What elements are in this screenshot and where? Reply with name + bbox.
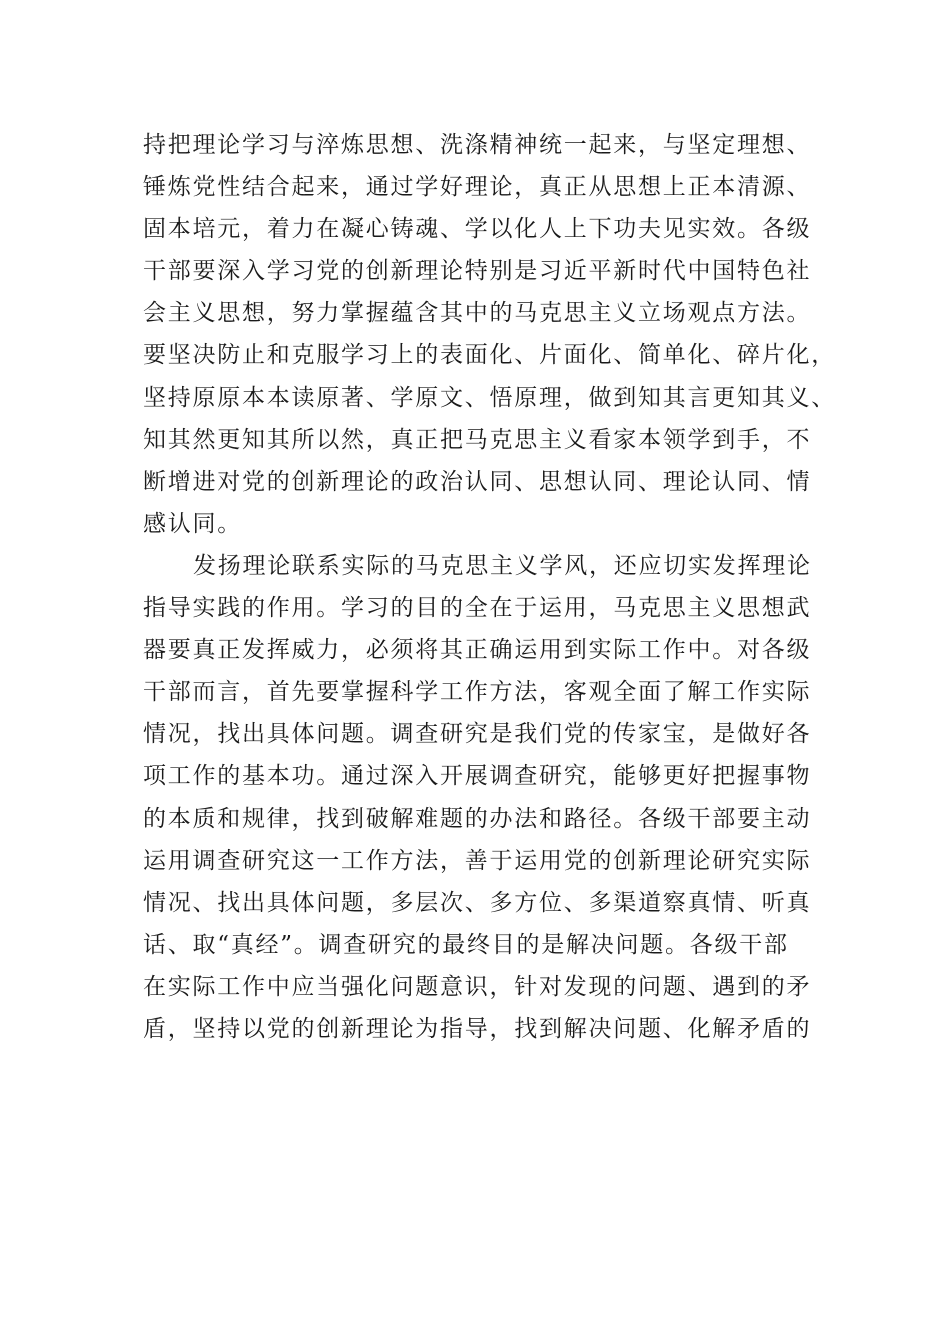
text-line: 运用调查研究这一工作方法，善于运用党的创新理论研究实际 bbox=[143, 847, 812, 874]
text-line: 干部而言，首先要掌握科学工作方法，客观全面了解工作实际 bbox=[143, 679, 812, 706]
text-line: 盾，坚持以党的创新理论为指导，找到解决问题、化解矛盾的 bbox=[143, 1015, 812, 1042]
text-line: 指导实践的作用。学习的目的全在于运用，马克思主义思想武 bbox=[143, 595, 812, 622]
text-line: 知其然更知其所以然，真正把马克思主义看家本领学到手，不 bbox=[143, 426, 812, 453]
text-line: 要坚决防止和克服学习上的表面化、片面化、简单化、碎片化， bbox=[143, 342, 836, 369]
text-line: 断增进对党的创新理论的政治认同、思想认同、理论认同、情 bbox=[143, 468, 812, 495]
paragraph-1 bbox=[143, 124, 843, 545]
text-line: 器要真正发挥威力，必须将其正确运用到实际工作中。对各级 bbox=[143, 637, 812, 664]
text-line: 坚持原原本本读原著、学原文、悟原理，做到知其言更知其义、 bbox=[143, 384, 836, 411]
text-line: 感认同。 bbox=[143, 510, 242, 537]
paragraph-2 bbox=[143, 545, 843, 1050]
text-line: 发扬理论联系实际的马克思主义学风，还应切实发挥理论 bbox=[193, 552, 812, 579]
text-line: 固本培元，着力在凝心铸魂、学以化人上下功夫见实效。各级 bbox=[143, 216, 812, 243]
text-line: 在实际工作中应当强化问题意识，针对发现的问题、遇到的矛 bbox=[143, 973, 812, 1000]
text-line: 情况，找出具体问题。调查研究是我们党的传家宝，是做好各 bbox=[143, 721, 812, 748]
body-text bbox=[143, 124, 843, 1050]
text-line: 情况、找出具体问题，多层次、多方位、多渠道察真情、听真 bbox=[143, 889, 812, 916]
text-line: 干部要深入学习党的创新理论特别是习近平新时代中国特色社 bbox=[143, 258, 812, 285]
text-line: 锤炼党性结合起来，通过学好理论，真正从思想上正本清源、 bbox=[143, 174, 812, 201]
text-line: 话、取“真经”。调查研究的最终目的是解决问题。各级干部 bbox=[143, 931, 789, 958]
text-line: 的本质和规律，找到破解难题的办法和路径。各级干部要主动 bbox=[143, 805, 812, 832]
text-line: 持把理论学习与淬炼思想、洗涤精神统一起来，与坚定理想、 bbox=[143, 132, 812, 158]
text-line: 项工作的基本功。通过深入开展调查研究，能够更好把握事物 bbox=[143, 763, 812, 790]
text-line: 会主义思想，努力掌握蕴含其中的马克思主义立场观点方法。 bbox=[143, 300, 812, 327]
